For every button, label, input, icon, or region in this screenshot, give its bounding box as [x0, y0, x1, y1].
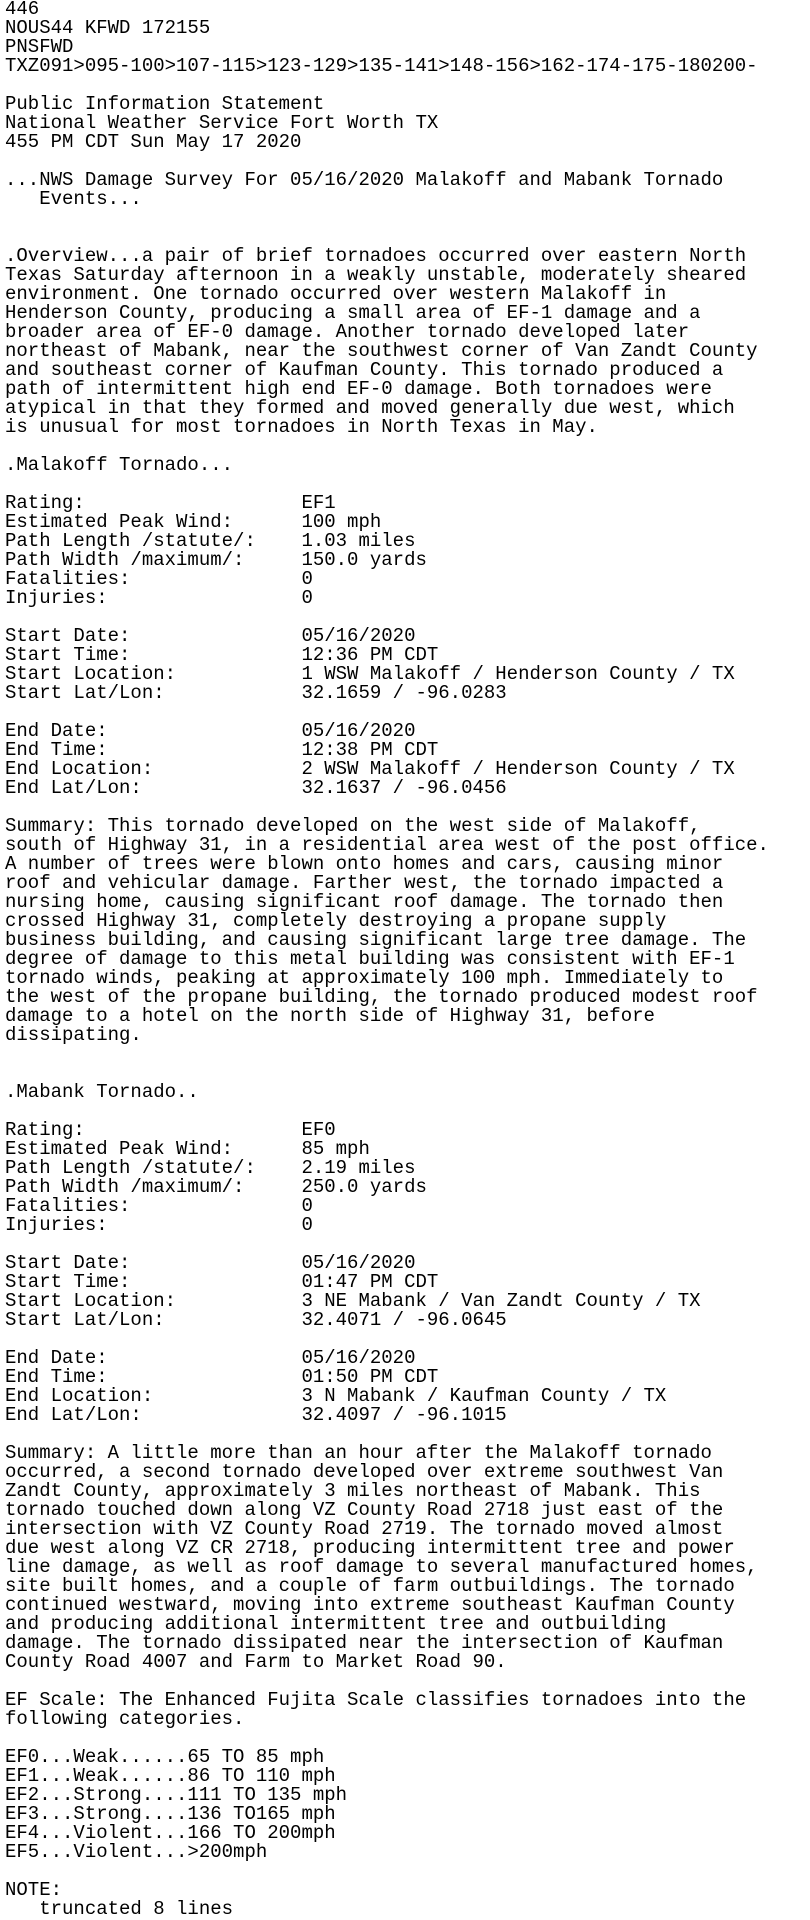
text-line: truncated 8 lines — [5, 1898, 234, 1920]
text-line: County Road 4007 and Farm to Market Road 90. — [5, 1651, 507, 1673]
text-line: EF2...Strong....111 TO 135 mph — [5, 1784, 348, 1806]
text-line: environment. One tornado occurred over western Malakoff in — [5, 283, 667, 305]
text-line: End Lat/Lon: 32.1637 / -96.0456 — [5, 777, 507, 799]
text-line: EF4...Violent...166 TO 200mph — [5, 1822, 336, 1844]
text-line: Injuries: 0 — [5, 587, 313, 609]
text-line: northeast of Mabank, near the southwest corner of Van Zandt County — [5, 340, 758, 362]
text-line: Start Date: 05/16/2020 — [5, 1252, 416, 1274]
text-line: line damage, as well as roof damage to several manufactured homes, — [5, 1556, 758, 1578]
text-line: ...NWS Damage Survey For 05/16/2020 Malakoff and Mabank Tornado — [5, 169, 724, 191]
text-line: Path Length /statute/: 1.03 miles — [5, 530, 416, 552]
text-line: business building, and causing significant large tree damage. The — [5, 929, 747, 951]
text-line: Estimated Peak Wind: 100 mph — [5, 511, 382, 533]
text-line: End Location: 3 N Mabank / Kaufman County / TX — [5, 1385, 667, 1407]
text-line: Public Information Statement — [5, 93, 325, 115]
text-line: EF5...Violent...>200mph — [5, 1841, 268, 1863]
text-line: Injuries: 0 — [5, 1214, 313, 1236]
text-line: Rating: EF0 — [5, 1119, 336, 1141]
text-line — [5, 1862, 810, 1881]
text-line: NOTE: — [5, 1879, 63, 1901]
text-line: Summary: A little more than an hour after the Malakoff tornado — [5, 1442, 712, 1464]
text-line: Zandt County, approximately 3 miles northeast of Mabank. This — [5, 1480, 701, 1502]
text-line: crossed Highway 31, completely destroying a propane supply — [5, 910, 667, 932]
text-line: path of intermittent high end EF-0 damage. Both tornadoes were — [5, 378, 712, 400]
text-line: tornado winds, peaking at approximately 100 mph. Immediately to — [5, 967, 724, 989]
text-line: intersection with VZ County Road 2719. The tornado moved almost — [5, 1518, 724, 1540]
text-line: TXZ091>095-100>107-115>123-129>135-141>148-156>162-174-175-180200- — [5, 55, 758, 77]
text-line: the west of the propane building, the tornado produced modest roof — [5, 986, 758, 1008]
text-line: Path Width /maximum/: 250.0 yards — [5, 1176, 427, 1198]
text-line: Events... — [5, 188, 142, 210]
text-line: Texas Saturday afternoon in a weakly unstable, moderately sheared — [5, 264, 747, 286]
text-line: Start Location: 1 WSW Malakoff / Henderson County / TX — [5, 663, 735, 685]
text-line: following categories. — [5, 1708, 245, 1730]
text-line: Start Lat/Lon: 32.1659 / -96.0283 — [5, 682, 507, 704]
text-line: End Date: 05/16/2020 — [5, 720, 416, 742]
text-line: .Mabank Tornado.. — [5, 1081, 199, 1103]
text-line: 455 PM CDT Sun May 17 2020 — [5, 131, 302, 153]
text-line: site built homes, and a couple of farm outbuildings. The tornado — [5, 1575, 735, 1597]
text-line: nursing home, causing significant roof damage. The tornado then — [5, 891, 724, 913]
text-line: End Time: 12:38 PM CDT — [5, 739, 439, 761]
text-line: Summary: This tornado developed on the west side of Malakoff, — [5, 815, 701, 837]
text-line: Fatalities: 0 — [5, 1195, 313, 1217]
text-line: is unusual for most tornadoes in North Texas in May. — [5, 416, 598, 438]
text-line: PNSFWD — [5, 36, 74, 58]
text-line: Start Location: 3 NE Mabank / Van Zandt County / TX — [5, 1290, 701, 1312]
text-line: tornado touched down along VZ County Road 2718 just east of the — [5, 1499, 724, 1521]
text-line: EF3...Strong....136 TO165 mph — [5, 1803, 336, 1825]
text-line: Fatalities: 0 — [5, 568, 313, 590]
text-line: End Date: 05/16/2020 — [5, 1347, 416, 1369]
text-line: EF0...Weak......65 TO 85 mph — [5, 1746, 325, 1768]
text-line: 446 — [5, 0, 40, 20]
text-line: End Lat/Lon: 32.4097 / -96.1015 — [5, 1404, 507, 1426]
text-line: National Weather Service Fort Worth TX — [5, 112, 439, 134]
text-line: Start Date: 05/16/2020 — [5, 625, 416, 647]
text-line: End Time: 01:50 PM CDT — [5, 1366, 439, 1388]
text-line: dissipating. — [5, 1024, 142, 1046]
text-line: roof and vehicular damage. Farther west, the tornado impacted a — [5, 872, 724, 894]
text-line: atypical in that they formed and moved generally due west, which — [5, 397, 735, 419]
text-line: continued westward, moving into extreme southeast Kaufman County — [5, 1594, 735, 1616]
text-line — [5, 209, 810, 228]
text-line: due west along VZ CR 2718, producing intermittent tree and power — [5, 1537, 735, 1559]
text-line: Rating: EF1 — [5, 492, 336, 514]
text-line: Henderson County, producing a small area of EF-1 damage and a — [5, 302, 701, 324]
text-line: broader area of EF-0 damage. Another tornado developed later — [5, 321, 690, 343]
text-line: A number of trees were blown onto homes and cars, causing minor — [5, 853, 724, 875]
text-line: south of Highway 31, in a residential area west of the post office. — [5, 834, 769, 856]
text-line: End Location: 2 WSW Malakoff / Henderson County / TX — [5, 758, 735, 780]
text-line: Start Time: 01:47 PM CDT — [5, 1271, 439, 1293]
text-line: NOUS44 KFWD 172155 — [5, 17, 211, 39]
text-line — [5, 1045, 810, 1064]
text-line: Start Lat/Lon: 32.4071 / -96.0645 — [5, 1309, 507, 1331]
text-line: degree of damage to this metal building was consistent with EF-1 — [5, 948, 735, 970]
text-line: EF Scale: The Enhanced Fujita Scale classifies tornadoes into the — [5, 1689, 747, 1711]
text-line: Path Width /maximum/: 150.0 yards — [5, 549, 427, 571]
text-line: occurred, a second tornado developed over extreme southwest Van — [5, 1461, 724, 1483]
text-line: and producing additional intermittent tree and outbuilding — [5, 1613, 667, 1635]
text-line: Path Length /statute/: 2.19 miles — [5, 1157, 416, 1179]
text-line: .Overview...a pair of brief tornadoes occurred over eastern North — [5, 245, 747, 267]
text-line: Start Time: 12:36 PM CDT — [5, 644, 439, 666]
text-line: EF1...Weak......86 TO 110 mph — [5, 1765, 336, 1787]
text-line: .Malakoff Tornado... — [5, 454, 234, 476]
text-line: Estimated Peak Wind: 85 mph — [5, 1138, 370, 1160]
text-line: damage to a hotel on the north side of Highway 31, before — [5, 1005, 655, 1027]
text-line: and southeast corner of Kaufman County. This tornado produced a — [5, 359, 724, 381]
text-line: damage. The tornado dissipated near the intersection of Kaufman — [5, 1632, 724, 1654]
